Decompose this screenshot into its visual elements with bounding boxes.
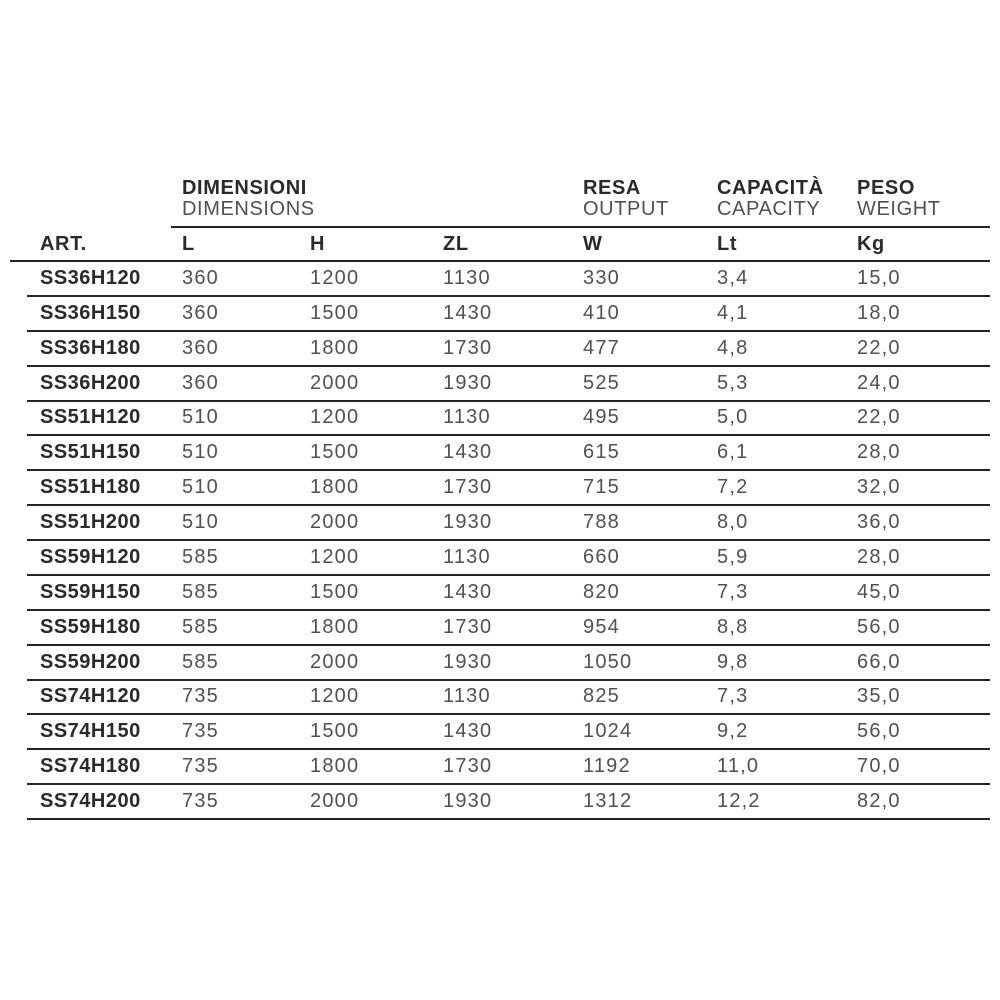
value-cell: 32,0 [857, 476, 901, 499]
column-header-art: ART. [40, 233, 87, 255]
group-label-primary: DIMENSIONI [182, 177, 307, 199]
value-cell: 2000 [310, 790, 360, 813]
table-row [27, 611, 990, 646]
art-code-cell: SS74H180 [40, 755, 141, 778]
group-label-primary: CAPACITÀ [717, 177, 824, 199]
value-cell: 1930 [443, 371, 493, 394]
art-code-cell: SS59H180 [40, 615, 141, 638]
value-cell: 1800 [310, 336, 360, 359]
value-cell: 8,0 [717, 511, 749, 534]
table-row [27, 750, 990, 785]
art-code-cell: SS36H200 [40, 371, 141, 394]
value-cell: 330 [583, 266, 620, 289]
art-code-cell: SS36H180 [40, 336, 141, 359]
value-cell: 495 [583, 406, 620, 429]
value-cell: 1930 [443, 790, 493, 813]
value-cell: 5,3 [717, 371, 749, 394]
table-row [27, 715, 990, 750]
value-cell: 1730 [443, 476, 493, 499]
group-label-secondary: CAPACITY [717, 198, 821, 220]
value-cell: 82,0 [857, 790, 901, 813]
value-cell: 715 [583, 476, 620, 499]
art-code-cell: SS51H180 [40, 476, 141, 499]
art-code-cell: SS51H200 [40, 511, 141, 534]
value-cell: 9,2 [717, 720, 749, 743]
table-row [27, 262, 990, 297]
art-code-cell: SS59H200 [40, 650, 141, 673]
table-row [27, 402, 990, 437]
value-cell: 1430 [443, 580, 493, 603]
value-cell: 510 [182, 406, 219, 429]
value-cell: 1730 [443, 336, 493, 359]
value-cell: 4,1 [717, 301, 749, 324]
value-cell: 585 [182, 615, 219, 638]
value-cell: 4,8 [717, 336, 749, 359]
art-code-cell: SS74H120 [40, 685, 141, 708]
table-row [27, 436, 990, 471]
value-cell: 1430 [443, 301, 493, 324]
value-cell: 525 [583, 371, 620, 394]
value-cell: 1200 [310, 685, 360, 708]
value-cell: 1312 [583, 790, 633, 813]
value-cell: 28,0 [857, 545, 901, 568]
value-cell: 1930 [443, 650, 493, 673]
table-row [27, 785, 990, 820]
art-code-cell: SS51H120 [40, 406, 141, 429]
value-cell: 6,1 [717, 441, 749, 464]
value-cell: 1430 [443, 720, 493, 743]
group-header-weight [857, 178, 941, 220]
value-cell: 660 [583, 545, 620, 568]
value-cell: 1130 [443, 685, 491, 708]
value-cell: 15,0 [857, 266, 901, 289]
value-cell: 5,0 [717, 406, 749, 429]
value-cell: 45,0 [857, 580, 901, 603]
group-header-output [583, 178, 669, 220]
art-code-cell: SS36H150 [40, 301, 141, 324]
value-cell: 735 [182, 790, 219, 813]
value-cell: 1800 [310, 476, 360, 499]
value-cell: 1130 [443, 545, 491, 568]
value-cell: 7,3 [717, 685, 749, 708]
value-cell: 410 [583, 301, 620, 324]
column-header-kg: Kg [857, 233, 885, 255]
value-cell: 2000 [310, 650, 360, 673]
value-cell: 70,0 [857, 755, 901, 778]
value-cell: 1730 [443, 755, 493, 778]
value-cell: 1130 [443, 406, 491, 429]
value-cell: 585 [182, 545, 219, 568]
art-code-cell: SS59H120 [40, 545, 141, 568]
value-cell: 360 [182, 336, 219, 359]
value-cell: 825 [583, 685, 620, 708]
value-cell: 735 [182, 685, 219, 708]
table-row [27, 367, 990, 402]
group-divider [171, 226, 990, 228]
table-row [27, 332, 990, 367]
value-cell: 1500 [310, 720, 360, 743]
column-header-w: W [583, 233, 603, 255]
value-cell: 954 [583, 615, 620, 638]
value-cell: 360 [182, 266, 219, 289]
column-header-lt: Lt [717, 233, 738, 255]
value-cell: 788 [583, 511, 620, 534]
table-row [27, 681, 990, 716]
value-cell: 18,0 [857, 301, 901, 324]
value-cell: 477 [583, 336, 620, 359]
value-cell: 510 [182, 441, 219, 464]
value-cell: 12,2 [717, 790, 761, 813]
value-cell: 1200 [310, 266, 360, 289]
value-cell: 615 [583, 441, 620, 464]
value-cell: 1050 [583, 650, 633, 673]
group-label-secondary: WEIGHT [857, 198, 941, 220]
value-cell: 360 [182, 301, 219, 324]
table-body [27, 262, 990, 820]
value-cell: 1500 [310, 580, 360, 603]
value-cell: 66,0 [857, 650, 901, 673]
value-cell: 11,0 [717, 755, 760, 778]
art-code-cell: SS74H200 [40, 790, 141, 813]
column-header-row [27, 231, 990, 258]
column-header-zl: ZL [443, 233, 469, 255]
value-cell: 22,0 [857, 336, 901, 359]
group-label-primary: PESO [857, 177, 915, 199]
value-cell: 360 [182, 371, 219, 394]
value-cell: 735 [182, 720, 219, 743]
value-cell: 56,0 [857, 615, 901, 638]
value-cell: 1500 [310, 441, 360, 464]
value-cell: 22,0 [857, 406, 901, 429]
art-code-cell: SS36H120 [40, 266, 141, 289]
value-cell: 510 [182, 511, 219, 534]
group-header-dimensions [182, 178, 315, 220]
value-cell: 2000 [310, 371, 360, 394]
value-cell: 35,0 [857, 685, 901, 708]
group-label-secondary: OUTPUT [583, 198, 669, 220]
table-row [27, 576, 990, 611]
column-header-l: L [182, 233, 195, 255]
group-header-capacity [717, 178, 824, 220]
column-header-h: H [310, 233, 326, 255]
table-row [27, 541, 990, 576]
value-cell: 2000 [310, 511, 360, 534]
value-cell: 1130 [443, 266, 491, 289]
art-code-cell: SS51H150 [40, 441, 141, 464]
value-cell: 8,8 [717, 615, 749, 638]
value-cell: 1800 [310, 755, 360, 778]
table-row [27, 646, 990, 681]
value-cell: 585 [182, 650, 219, 673]
value-cell: 585 [182, 580, 219, 603]
value-cell: 1930 [443, 511, 493, 534]
value-cell: 820 [583, 580, 620, 603]
value-cell: 3,4 [717, 266, 749, 289]
value-cell: 7,2 [717, 476, 749, 499]
value-cell: 1200 [310, 545, 360, 568]
value-cell: 56,0 [857, 720, 901, 743]
table-row [27, 297, 990, 332]
art-code-cell: SS59H150 [40, 580, 141, 603]
value-cell: 24,0 [857, 371, 901, 394]
group-label-secondary: DIMENSIONS [182, 198, 315, 220]
value-cell: 5,9 [717, 545, 749, 568]
value-cell: 7,3 [717, 580, 749, 603]
value-cell: 735 [182, 755, 219, 778]
art-code-cell: SS74H150 [40, 720, 141, 743]
table-row [27, 471, 990, 506]
value-cell: 36,0 [857, 511, 901, 534]
value-cell: 1800 [310, 615, 360, 638]
value-cell: 510 [182, 476, 219, 499]
value-cell: 1024 [583, 720, 633, 743]
value-cell: 1730 [443, 615, 493, 638]
value-cell: 1192 [583, 755, 631, 778]
value-cell: 1200 [310, 406, 360, 429]
group-label-primary: RESA [583, 177, 641, 199]
value-cell: 1500 [310, 301, 360, 324]
value-cell: 1430 [443, 441, 493, 464]
table-row [27, 506, 990, 541]
value-cell: 28,0 [857, 441, 901, 464]
value-cell: 9,8 [717, 650, 749, 673]
